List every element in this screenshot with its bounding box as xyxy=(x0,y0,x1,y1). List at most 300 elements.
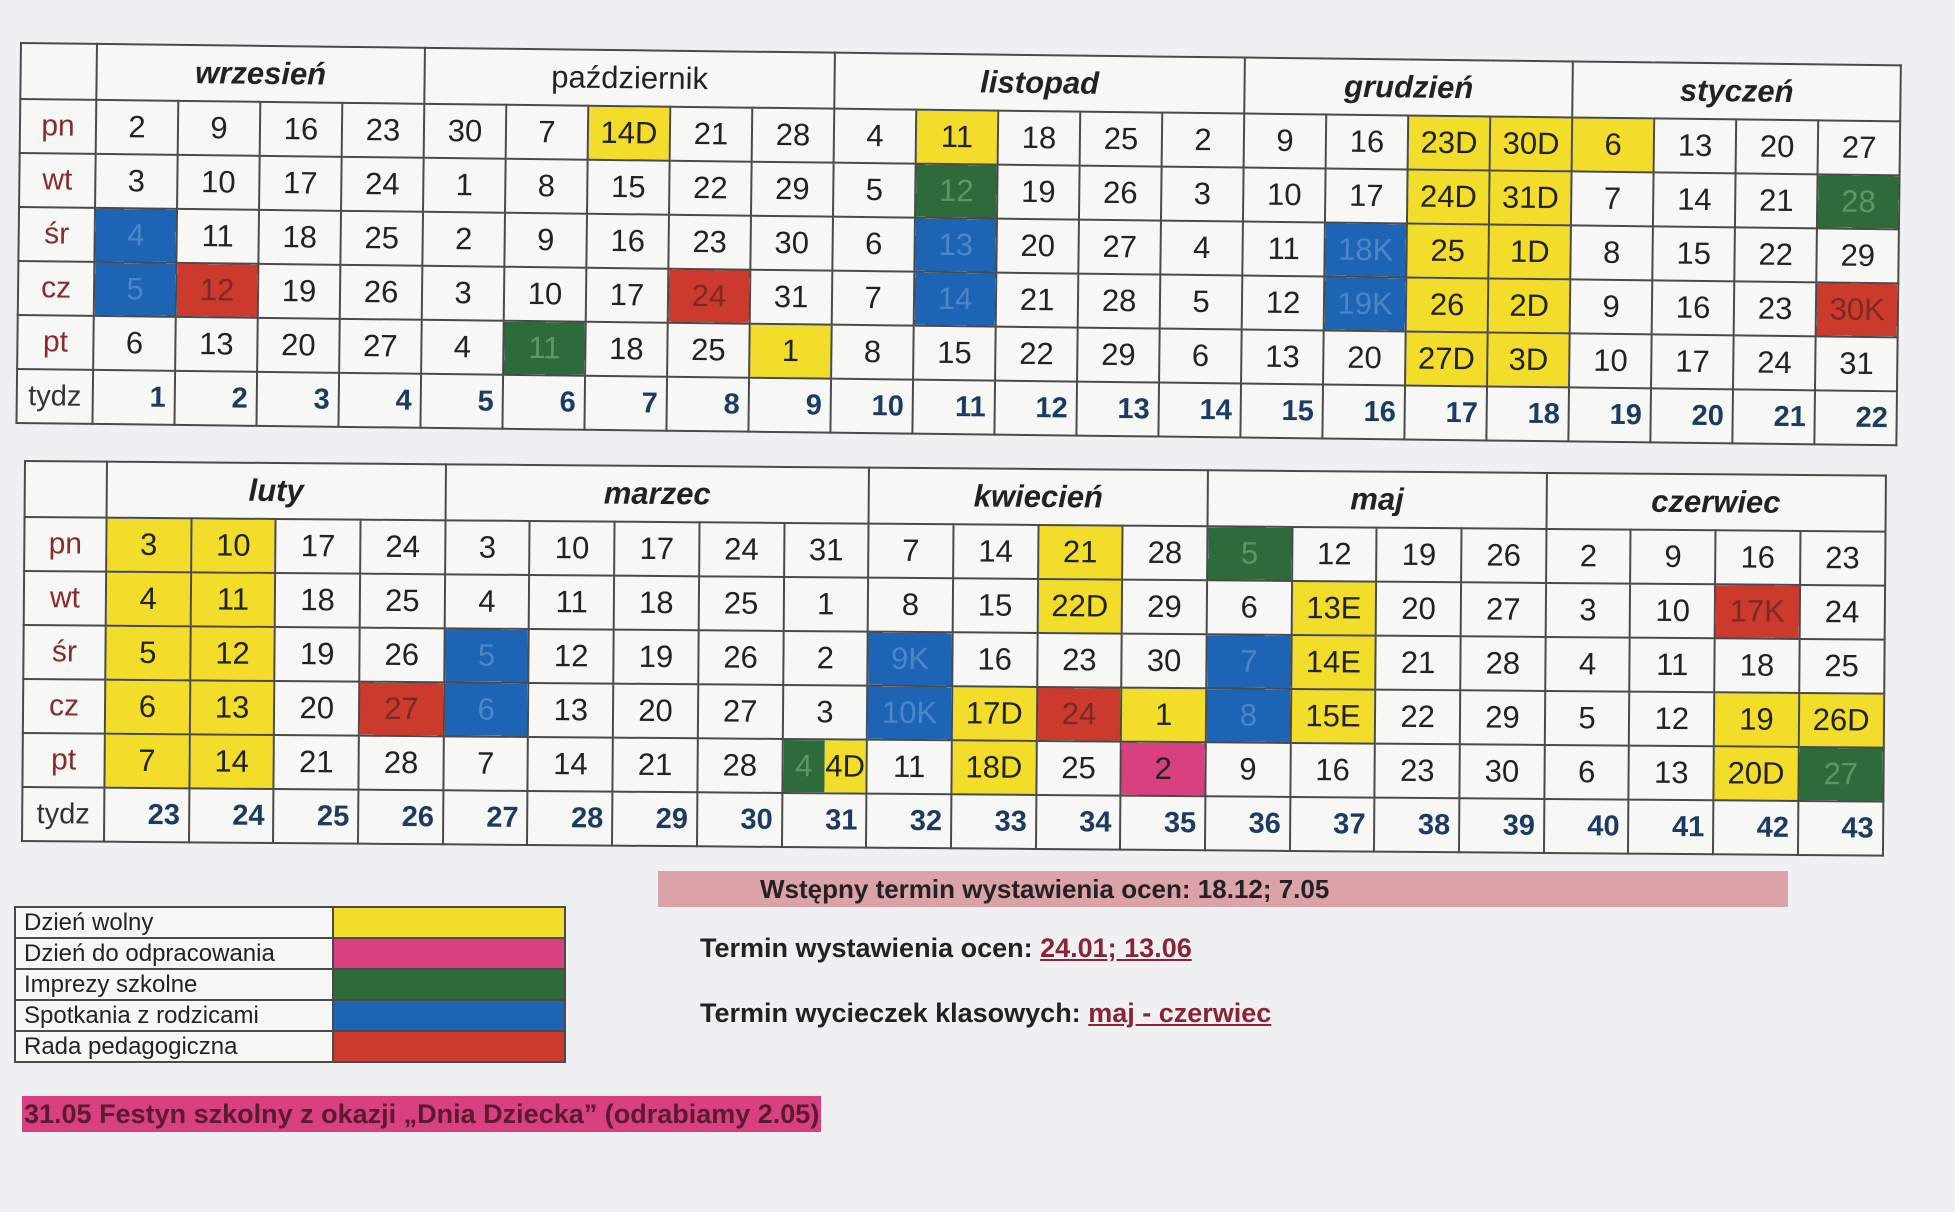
day-cell: 10 xyxy=(1630,584,1715,639)
day-cell: 17 xyxy=(1651,334,1734,389)
day-cell: 8 xyxy=(505,159,588,214)
day-cell: 15 xyxy=(953,578,1038,633)
legend-swatch xyxy=(333,969,565,1000)
day-cell: 18D xyxy=(951,740,1036,795)
day-cell: 3 xyxy=(445,520,530,575)
day-cell: 20 xyxy=(996,219,1079,274)
day-part: 4D xyxy=(824,740,866,792)
legend-label: Rada pedagogiczna xyxy=(15,1031,333,1062)
day-cell: 28 xyxy=(697,738,782,793)
legend-row xyxy=(15,969,565,1000)
day-cell: 13 xyxy=(528,683,613,738)
legend-row xyxy=(15,938,565,969)
day-cell: 25 xyxy=(667,323,750,378)
week-number: 12 xyxy=(994,381,1077,436)
day-cell: 16 xyxy=(952,632,1037,687)
day-cell: 17 xyxy=(614,522,699,577)
day-cell: 14 xyxy=(189,734,274,789)
day-cell: 25 xyxy=(1080,112,1163,167)
trips-period xyxy=(700,998,1271,1029)
day-cell: 12 xyxy=(1629,692,1714,747)
day-cell: 28 xyxy=(1078,274,1161,329)
week-number: 17 xyxy=(1405,385,1488,440)
day-cell: 8 xyxy=(831,325,914,380)
legend-label: Dzień wolny xyxy=(15,907,333,938)
day-cell: 18 xyxy=(998,111,1081,166)
day-cell: 26 xyxy=(1079,166,1162,221)
day-cell: 13 xyxy=(1654,118,1737,173)
week-number: 23 xyxy=(104,788,189,843)
day-cell: 17 xyxy=(259,156,342,211)
day-cell: 8 xyxy=(868,578,953,633)
day-cell: 17 xyxy=(275,519,360,574)
day-cell: 10 xyxy=(1243,168,1326,223)
day-cell: 19 xyxy=(997,165,1080,220)
day-cell: 31 xyxy=(1815,336,1898,391)
legend-swatch xyxy=(333,907,565,938)
day-cell: 28 xyxy=(1460,636,1545,691)
day-cell: 14 xyxy=(953,524,1038,579)
day-cell: 20 xyxy=(274,681,359,736)
day-cell: 27 xyxy=(1818,120,1901,175)
legend-label: Dzień do odpracowania xyxy=(15,938,333,969)
weekday-label: wt xyxy=(24,571,106,626)
day-cell: 6 xyxy=(105,680,190,735)
day-cell: 14D xyxy=(588,106,671,161)
day-cell: 14 xyxy=(914,272,997,327)
week-number: 21 xyxy=(1733,389,1816,444)
day-cell: 24 xyxy=(668,269,751,324)
day-cell: 5 xyxy=(833,163,916,218)
day-cell: 12 xyxy=(190,626,275,681)
week-number: 9 xyxy=(748,378,831,433)
week-number: 25 xyxy=(273,789,358,844)
week-number: 20 xyxy=(1651,388,1734,443)
weekday-label: pn xyxy=(20,99,97,154)
day-cell: 29 xyxy=(1122,580,1207,635)
legend-swatch xyxy=(333,1000,565,1031)
trips-period-label: Termin wycieczek klasowych: xyxy=(700,998,1089,1028)
week-number: 15 xyxy=(1241,384,1324,439)
day-cell: 24 xyxy=(1733,335,1816,390)
day-cell: 22D xyxy=(1037,579,1122,634)
day-cell: 9 xyxy=(1570,279,1653,334)
day-cell: 17K xyxy=(1715,584,1800,639)
month-header: czerwiec xyxy=(1546,473,1885,532)
day-cell: 1D xyxy=(1488,224,1571,279)
day-cell: 5 xyxy=(105,626,190,681)
day-cell: 16 xyxy=(1652,280,1735,335)
week-label: tydz xyxy=(16,369,93,424)
day-cell: 13 xyxy=(175,317,258,372)
day-cell: 8 xyxy=(1570,225,1653,280)
day-cell: 29 xyxy=(1460,690,1545,745)
day-cell: 17 xyxy=(586,268,669,323)
day-cell: 6 xyxy=(1544,745,1629,800)
day-cell: 1 xyxy=(423,158,506,213)
week-number: 38 xyxy=(1374,798,1459,853)
week-number: 5 xyxy=(420,374,503,429)
weekday-label: cz xyxy=(23,679,105,734)
day-cell: 9 xyxy=(178,101,261,156)
legend-label: Imprezy szkolne xyxy=(15,969,333,1000)
day-cell: 11 xyxy=(503,321,586,376)
week-number: 29 xyxy=(612,792,697,847)
day-cell: 7 xyxy=(868,524,953,579)
day-cell: 2 xyxy=(1546,529,1631,584)
day-cell: 13 xyxy=(1241,330,1324,385)
day-cell: 1 xyxy=(749,324,832,379)
day-cell: 13E xyxy=(1291,581,1376,636)
day-cell: 12 xyxy=(1292,527,1377,582)
day-cell: 7 xyxy=(506,105,589,160)
week-number: 32 xyxy=(866,794,951,849)
day-cell: 26 xyxy=(340,265,423,320)
day-cell: 14 xyxy=(1653,172,1736,227)
day-cell: 3D xyxy=(1487,332,1570,387)
day-cell: 20 xyxy=(613,684,698,739)
day-cell: 23 xyxy=(1037,633,1122,688)
day-cell: 24 xyxy=(341,157,424,212)
day-cell: 23 xyxy=(1734,281,1817,336)
week-number: 33 xyxy=(951,794,1036,849)
day-cell: 2 xyxy=(783,631,868,686)
trips-period-value[interactable]: maj - czerwiec xyxy=(1088,998,1272,1028)
day-cell: 25 xyxy=(1799,639,1884,694)
day-cell: 29 xyxy=(1077,328,1160,383)
day-cell: 6 xyxy=(93,316,176,371)
day-cell: 6 xyxy=(832,217,915,272)
day-cell: 5 xyxy=(1160,275,1243,330)
day-cell: 10 xyxy=(1569,333,1652,388)
day-cell: 9 xyxy=(504,213,587,268)
day-cell: 18 xyxy=(258,210,341,265)
week-number: 41 xyxy=(1628,800,1713,855)
month-header: listopad xyxy=(834,53,1245,114)
day-cell: 24 xyxy=(1799,585,1884,640)
day-cell: 13 xyxy=(190,680,275,735)
day-cell: 8 xyxy=(1206,688,1291,743)
day-cell: 27 xyxy=(359,682,444,737)
week-number: 2 xyxy=(174,371,257,426)
day-cell: 27 xyxy=(1461,582,1546,637)
week-number: 4 xyxy=(338,373,421,428)
day-cell: 20 xyxy=(1323,330,1406,385)
week-number: 36 xyxy=(1205,796,1290,851)
day-cell: 5 xyxy=(444,628,529,683)
day-cell: 20 xyxy=(257,318,340,373)
day-cell: 17D xyxy=(952,686,1037,741)
day-cell: 22 xyxy=(1375,690,1460,745)
day-cell: 22 xyxy=(669,161,752,216)
day-cell: 27 xyxy=(339,319,422,374)
day-cell: 28 xyxy=(358,736,443,791)
legend-swatch xyxy=(333,1031,565,1062)
day-cell: 9K xyxy=(867,632,952,687)
day-cell: 1 xyxy=(1121,688,1206,743)
preliminary-grades-text: Wstępny termin wystawienia ocen: 18.12; 7.05 xyxy=(760,873,1330,904)
day-cell: 5 xyxy=(1207,526,1292,581)
day-cell: 21 xyxy=(613,738,698,793)
day-cell: 10 xyxy=(504,267,587,322)
day-cell: 12 xyxy=(176,263,259,318)
month-header: maj xyxy=(1207,470,1546,529)
day-cell: 21 xyxy=(670,107,753,162)
day-cell: 16 xyxy=(586,214,669,269)
day-cell: 2 xyxy=(1121,742,1206,797)
week-number: 3 xyxy=(256,372,339,427)
day-cell: 6 xyxy=(1159,329,1242,384)
day-cell: 3 xyxy=(106,518,191,573)
day-cell: 27 xyxy=(1798,747,1883,802)
day-cell: 2 xyxy=(1162,113,1245,168)
day-cell: 20 xyxy=(1376,582,1461,637)
week-number: 27 xyxy=(443,790,528,845)
corner-cell xyxy=(25,461,107,518)
week-number: 6 xyxy=(502,375,585,430)
day-cell: 19 xyxy=(1714,692,1799,747)
day-cell: 16 xyxy=(1326,115,1409,170)
weekday-label: śr xyxy=(23,625,105,680)
month-header: styczeń xyxy=(1572,61,1901,121)
day-cell: 28 xyxy=(1817,174,1900,229)
day-part: 4 xyxy=(783,740,825,792)
day-cell: 17 xyxy=(1325,169,1408,224)
day-cell: 25 xyxy=(1406,223,1489,278)
weekday-label: cz xyxy=(18,261,95,316)
day-cell: 27 xyxy=(1078,220,1161,275)
week-number: 42 xyxy=(1713,800,1798,855)
day-cell: 4 xyxy=(444,574,529,629)
day-cell: 23 xyxy=(668,215,751,270)
day-cell: 26 xyxy=(1461,528,1546,583)
day-cell: 22 xyxy=(995,327,1078,382)
day-cell: 29 xyxy=(751,162,834,217)
day-cell: 4 xyxy=(834,109,917,164)
day-cell: 30K xyxy=(1816,282,1899,337)
day-cell: 7 xyxy=(832,271,915,326)
week-number: 39 xyxy=(1459,798,1544,853)
day-cell: 24 xyxy=(1036,687,1121,742)
calendar-semester-1 xyxy=(15,42,1902,446)
week-number: 28 xyxy=(527,791,612,846)
week-number: 8 xyxy=(666,377,749,432)
day-cell: 4 xyxy=(421,320,504,375)
week-number: 13 xyxy=(1076,382,1159,437)
day-cell: 16 xyxy=(260,102,343,157)
week-number: 31 xyxy=(781,793,866,848)
legend xyxy=(14,906,566,1063)
month-header: kwiecień xyxy=(869,468,1208,527)
day-cell: 9 xyxy=(1205,742,1290,797)
month-header: wrzesień xyxy=(96,44,425,104)
day-cell: 6 xyxy=(444,682,529,737)
day-cell: 24 xyxy=(360,520,445,575)
day-cell: 12 xyxy=(915,164,998,219)
day-cell: 19K xyxy=(1324,276,1407,331)
week-number: 10 xyxy=(830,379,913,434)
day-cell: 2 xyxy=(96,100,179,155)
week-number: 34 xyxy=(1036,795,1121,850)
legend-label: Spotkania z rodzicami xyxy=(15,1000,333,1031)
day-cell: 11 xyxy=(1242,222,1325,277)
week-number: 7 xyxy=(584,376,667,431)
day-cell: 25 xyxy=(360,574,445,629)
day-cell: 3 xyxy=(95,154,178,209)
day-cell: 31D xyxy=(1489,170,1572,225)
day-cell: 15E xyxy=(1290,689,1375,744)
day-cell: 7 xyxy=(443,736,528,791)
legend-row xyxy=(15,907,565,938)
day-cell: 14E xyxy=(1291,635,1376,690)
day-cell: 30D xyxy=(1490,116,1573,171)
day-cell: 20D xyxy=(1714,746,1799,801)
day-cell: 12 xyxy=(529,629,614,684)
week-number: 19 xyxy=(1569,387,1652,442)
week-number: 14 xyxy=(1158,383,1241,438)
day-cell: 22 xyxy=(1734,227,1817,282)
legend-swatch xyxy=(333,938,565,969)
day-cell: 21 xyxy=(1038,525,1123,580)
weekday-label: wt xyxy=(19,153,96,208)
week-number: 30 xyxy=(697,792,782,847)
day-cell: 23 xyxy=(342,103,425,158)
month-header: grudzień xyxy=(1244,58,1573,118)
corner-cell xyxy=(20,43,97,100)
week-number: 35 xyxy=(1120,796,1205,851)
day-cell: 6 xyxy=(1207,580,1292,635)
day-cell: 16 xyxy=(1715,530,1800,585)
day-cell: 2D xyxy=(1488,278,1571,333)
day-cell: 30 xyxy=(750,216,833,271)
day-cell: 18 xyxy=(1714,638,1799,693)
legend-row xyxy=(15,1000,565,1031)
day-cell: 14 xyxy=(528,737,613,792)
day-cell: 19 xyxy=(613,630,698,685)
day-cell: 15 xyxy=(587,160,670,215)
day-cell: 21 xyxy=(1735,173,1818,228)
day-cell: 7 xyxy=(1571,171,1654,226)
week-number: 18 xyxy=(1487,386,1570,441)
day-cell: 10K xyxy=(867,686,952,741)
day-cell: 11 xyxy=(190,572,275,627)
day-cell: 18K xyxy=(1324,223,1407,278)
weekday-label: pt xyxy=(22,733,104,788)
weekday-label: pn xyxy=(24,517,106,572)
day-cell: 9 xyxy=(1244,114,1327,169)
day-cell: 26 xyxy=(1406,277,1489,332)
week-label: tydz xyxy=(22,787,104,842)
day-cell: 2 xyxy=(422,212,505,267)
day-cell: 28 xyxy=(1122,526,1207,581)
week-number: 43 xyxy=(1798,801,1883,856)
week-number: 22 xyxy=(1815,390,1898,445)
day-cell: 13 xyxy=(914,218,997,273)
month-header: październik xyxy=(424,48,835,109)
day-cell: 23 xyxy=(1800,531,1885,586)
day-cell: 10 xyxy=(177,155,260,210)
weekday-label: pt xyxy=(17,315,94,370)
preliminary-grades-banner xyxy=(658,871,1788,907)
day-cell: 25 xyxy=(698,576,783,631)
day-cell: 12 xyxy=(1242,276,1325,331)
day-cell: 10 xyxy=(530,521,615,576)
day-cell: 25 xyxy=(1036,741,1121,796)
week-number: 24 xyxy=(189,788,274,843)
day-cell: 6 xyxy=(1572,117,1655,172)
day-cell: 11 xyxy=(867,740,952,795)
day-cell: 19 xyxy=(258,264,341,319)
week-number: 11 xyxy=(912,380,995,435)
day-cell: 24 xyxy=(699,522,784,577)
month-header: marzec xyxy=(445,464,869,523)
day-cell: 27 xyxy=(698,684,783,739)
day-cell: 4 xyxy=(1160,221,1243,276)
day-cell: 21 xyxy=(996,273,1079,328)
day-cell: 28 xyxy=(752,108,835,163)
day-cell: 11 xyxy=(176,209,259,264)
day-cell: 9 xyxy=(1631,530,1716,585)
day-cell: 23D xyxy=(1408,115,1491,170)
day-cell: 23 xyxy=(1375,744,1460,799)
day-cell: 3 xyxy=(782,685,867,740)
day-cell: 19 xyxy=(1376,528,1461,583)
day-cell: 26 xyxy=(359,628,444,683)
day-cell: 26D xyxy=(1799,693,1884,748)
day-cell: 3 xyxy=(1545,583,1630,638)
day-cell: 21 xyxy=(274,735,359,790)
day-cell: 15 xyxy=(1652,226,1735,281)
day-cell: 27D xyxy=(1405,331,1488,386)
day-cell: 30 xyxy=(424,104,507,159)
week-number: 26 xyxy=(358,790,443,845)
day-cell: 18 xyxy=(275,573,360,628)
day-cell: 11 xyxy=(916,110,999,165)
day-cell: 5 xyxy=(1545,691,1630,746)
grades-deadline-label: Termin wystawienia ocen: xyxy=(700,933,1041,963)
calendar-semester-2 xyxy=(21,460,1886,857)
day-cell: 16 xyxy=(1290,743,1375,798)
day-cell: 18 xyxy=(585,322,668,377)
day-cell: 26 xyxy=(698,630,783,685)
day-cell: 21 xyxy=(1376,636,1461,691)
day-cell: 10 xyxy=(191,518,276,573)
day-cell: 29 xyxy=(1816,228,1899,283)
week-number: 1 xyxy=(92,370,175,425)
grades-deadline xyxy=(700,933,1192,964)
day-cell: 15 xyxy=(913,326,996,381)
day-cell: 20 xyxy=(1736,119,1819,174)
day-cell: 30 xyxy=(1122,634,1207,689)
day-cell: 4 xyxy=(106,572,191,627)
grades-deadline-value[interactable]: 24.01; 13.06 xyxy=(1040,933,1192,963)
festival-note: 31.05 Festyn szkolny z okazji „Dnia Dziecka” (odrabiamy 2.05) xyxy=(22,1096,821,1132)
day-cell: 3 xyxy=(422,266,505,321)
day-cell xyxy=(782,739,867,794)
month-header: luty xyxy=(107,462,446,521)
weekday-label: śr xyxy=(18,207,95,262)
day-cell: 19 xyxy=(275,627,360,682)
week-number: 40 xyxy=(1544,799,1629,854)
week-number: 16 xyxy=(1323,384,1406,439)
day-cell: 3 xyxy=(1161,167,1244,222)
day-cell: 11 xyxy=(529,575,614,630)
day-cell: 4 xyxy=(1545,637,1630,692)
day-cell: 7 xyxy=(104,734,189,789)
day-cell: 4 xyxy=(94,208,177,263)
week-number: 37 xyxy=(1290,797,1375,852)
day-cell: 25 xyxy=(340,211,423,266)
